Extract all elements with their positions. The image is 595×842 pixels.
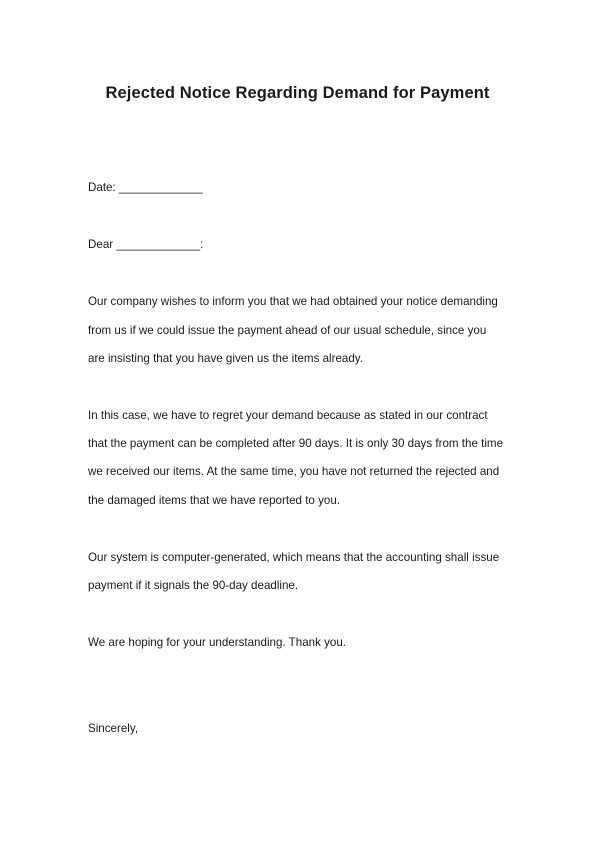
paragraph-line: from us if we could issue the payment ahead of our usual schedule, since you: [88, 324, 487, 337]
paragraph-line: Our company wishes to inform you that we had obtained your notice demanding: [88, 295, 498, 308]
paragraph-line: that the payment can be completed after 90 days. It is only 30 days from the time: [88, 437, 504, 450]
paragraph-line: payment if it signals the 90-day deadline.: [88, 579, 299, 592]
paragraph-line: the damaged items that we have reported to you.: [88, 494, 340, 507]
paragraph-line: In this case, we have to regret your demand because as stated in our contract: [88, 409, 488, 422]
paragraph-line: we received our items. At the same time, you have not returned the rejected and: [88, 465, 500, 478]
paragraph-line: We are hoping for your understanding. Thank you.: [88, 636, 347, 649]
date-line: Date: _____________: [88, 181, 203, 194]
salutation: Dear _____________:: [88, 238, 204, 251]
paragraph-line: Our system is computer-generated, which means that the accounting shall issue: [88, 551, 500, 564]
document-title: Rejected Notice Regarding Demand for Payment: [105, 84, 490, 102]
paragraph-line: are insisting that you have given us the items already.: [88, 352, 363, 365]
closing: Sincerely,: [88, 722, 139, 735]
